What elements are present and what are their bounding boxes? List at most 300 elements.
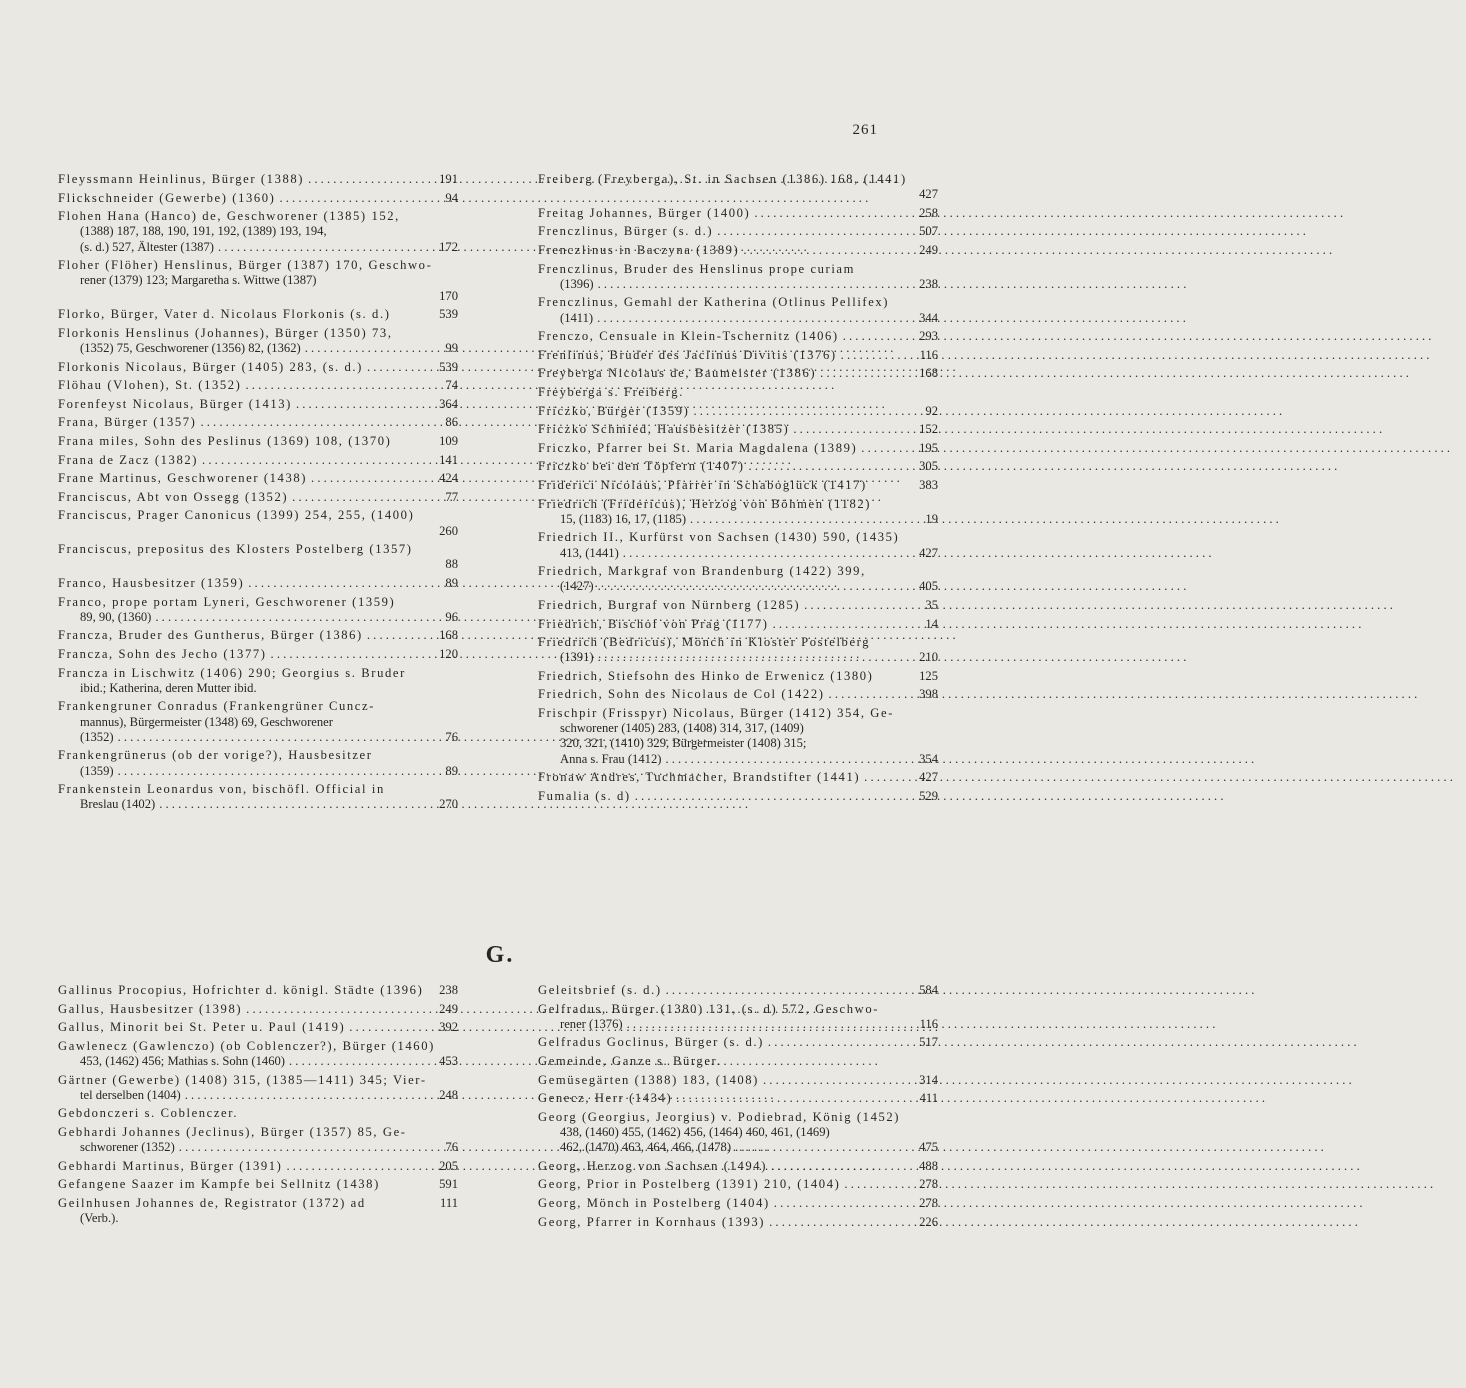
index-entry-line xyxy=(58,490,458,505)
index-entry-line xyxy=(538,789,938,804)
entry-text: Frenlinus, Bruder des Jaclinus Divitis (1376) xyxy=(538,347,837,362)
entry-text: Frankengruner Conradus (Frankengrüner Cuncz- xyxy=(58,699,375,714)
page-reference: 116 xyxy=(919,347,938,362)
index-entry xyxy=(58,434,458,449)
index-entry-line xyxy=(58,191,458,206)
index-entry-line xyxy=(538,459,938,474)
index-entry-line xyxy=(538,1140,938,1155)
index-entry-line xyxy=(58,1054,458,1069)
index-entry-line xyxy=(58,397,458,412)
dot-leader xyxy=(155,797,437,812)
entry-text: Flickschneider (Gewerbe) (1360) xyxy=(58,190,276,205)
entry-text: mannus), Bürgermeister (1348) 69, Geschworener xyxy=(80,714,333,729)
dot-leader xyxy=(689,404,923,419)
index-entry xyxy=(58,360,458,375)
entry-text: Freyberga s. Freiberg. xyxy=(538,384,684,399)
index-entry-line xyxy=(58,378,458,393)
dot-leader xyxy=(672,1091,917,1106)
index-entry-line xyxy=(58,730,458,745)
index-entry-line xyxy=(58,699,458,714)
page-reference: 424 xyxy=(439,471,458,486)
entry-text: (1352) xyxy=(80,729,114,744)
dot-leader xyxy=(623,1017,918,1032)
index-entry xyxy=(538,459,938,474)
entry-text: Florkonis Henslinus (Johannes), Bürger (1350) 73, xyxy=(58,325,393,340)
entry-text: ibid.; Katherina, deren Mutter ibid. xyxy=(80,680,257,695)
entry-text: Frischpir (Frisspyr) Nicolaus, Bürger (1412) 354, Ge- xyxy=(538,706,894,721)
page-reference: 278 xyxy=(919,1177,938,1192)
index-entry-line xyxy=(58,595,458,610)
index-entry-line xyxy=(538,295,938,310)
page-reference: 14 xyxy=(925,616,938,631)
index-entry xyxy=(58,983,458,998)
index-entry-line xyxy=(58,983,458,998)
entry-text: rener (1379) 123; Margaretha s. Wittwe (1387) xyxy=(80,273,317,288)
dot-leader xyxy=(860,770,917,785)
index-entry-line xyxy=(538,329,938,344)
entry-text: Georg, Pfarrer in Kornhaus (1393) xyxy=(538,1214,766,1229)
page-reference: 258 xyxy=(919,205,938,220)
entry-text: Friedrich (Fridericus), Herzog von Böhmen (1182) xyxy=(538,496,872,511)
index-entry xyxy=(58,453,458,468)
index-entry-line xyxy=(538,721,938,736)
index-entry xyxy=(58,326,458,356)
index-entry-line xyxy=(538,1035,938,1050)
index-entry xyxy=(538,497,938,527)
dot-leader xyxy=(686,512,923,527)
entry-text: Gallinus Procopius, Hofrichter d. königl. Städte (1396) xyxy=(58,983,424,997)
index-entry xyxy=(58,782,458,812)
entry-text: Franciscus, prepositus des Klosters Postelberg (1357) xyxy=(58,542,413,557)
entry-text: Gallus, Minorit bei St. Peter u. Paul (1419) xyxy=(58,1020,346,1035)
index-entry-line xyxy=(538,277,938,292)
entry-text: schworener (1405) 283, (1408) 314, 317, (1409) xyxy=(560,721,804,736)
entry-text: Frenczlinus in Baczyna (1389) xyxy=(538,242,740,257)
index-entry-line xyxy=(538,1177,938,1192)
index-entry xyxy=(58,1106,458,1121)
index-entry-line xyxy=(538,1073,938,1088)
index-entry-line xyxy=(58,782,458,797)
entry-text: Freyberga Nicolaus de, Baumeister (1386) xyxy=(538,366,817,381)
entry-text: Frenczo, Censuale in Klein-Tschernitz (1406) xyxy=(538,329,839,344)
page-reference: 411 xyxy=(919,1091,938,1106)
index-entry-line xyxy=(58,1106,458,1121)
index-entry-line xyxy=(58,557,458,572)
index-entry xyxy=(538,329,938,344)
dot-leader xyxy=(307,471,437,486)
entry-text: (Verb.). xyxy=(80,1211,119,1226)
dot-leader xyxy=(151,610,443,625)
entry-text: Georg (Georgius, Jeorgius) v. Podiebrad, König (1452) xyxy=(538,1109,901,1124)
page-reference: 210 xyxy=(919,650,938,665)
index-entry xyxy=(538,262,938,292)
dot-leader xyxy=(739,243,917,258)
page-reference: 405 xyxy=(919,579,938,594)
index-entry xyxy=(538,564,938,594)
dot-leader xyxy=(241,378,443,393)
page-reference: 96 xyxy=(445,609,458,624)
index-entry-line xyxy=(538,512,938,527)
entry-text: schworener (1352) xyxy=(80,1140,175,1155)
entry-text: Fumalia (s. d) xyxy=(538,788,631,803)
index-entry xyxy=(538,422,938,437)
page-reference: 109 xyxy=(439,433,458,448)
entry-text: Freitag Johannes, Bürger (1400) xyxy=(538,205,751,220)
page-reference: 584 xyxy=(919,983,938,997)
index-entry-line xyxy=(58,1196,458,1211)
dot-leader xyxy=(825,687,918,702)
dot-leader xyxy=(292,397,437,412)
dot-leader xyxy=(800,598,923,613)
index-entry xyxy=(58,595,458,625)
index-entry-line xyxy=(58,764,458,779)
page-reference: 125 xyxy=(919,668,938,683)
index-entry xyxy=(58,748,458,778)
page-reference: 170 xyxy=(439,288,458,303)
index-entry-line xyxy=(538,1091,938,1106)
dot-leader xyxy=(839,329,917,344)
page-reference: 152 xyxy=(919,422,938,437)
index-entry xyxy=(58,628,458,643)
entry-text: Gelfradus, Bürger (1380) 131, (s. d) 572, Geschwo- xyxy=(538,1001,880,1016)
dot-leader xyxy=(765,1215,917,1230)
dot-leader xyxy=(181,1088,437,1103)
dot-leader xyxy=(631,789,917,804)
section-letter-heading: G. xyxy=(485,942,515,968)
index-entry-line xyxy=(538,385,938,400)
page-reference: 88 xyxy=(445,557,458,572)
index-entry-line xyxy=(538,1002,938,1017)
index-entry xyxy=(58,307,458,322)
index-entry-line xyxy=(58,326,458,341)
index-entry-line xyxy=(58,258,458,273)
page-reference: 507 xyxy=(919,224,938,239)
index-column-left xyxy=(58,172,458,816)
index-entry xyxy=(538,635,938,665)
entry-text: Friedrich, Sohn des Nicolaus de Col (1422) xyxy=(538,687,825,702)
index-entry-line xyxy=(538,669,938,684)
index-entry xyxy=(538,687,938,702)
entry-text: 438, (1460) 455, (1462) 456, (1464) 460, 461, (1469) xyxy=(560,1124,830,1139)
index-entry-line xyxy=(58,273,458,288)
index-entry xyxy=(538,789,938,804)
entry-text: Geleitsbrief (s. d.) xyxy=(538,983,662,997)
entry-text: Georg, Mönch in Postelberg (1404) xyxy=(538,1195,770,1210)
dot-leader xyxy=(816,366,917,381)
index-entry xyxy=(538,1196,938,1211)
entry-text: Gefangene Saazer im Kampfe bei Sellnitz (1438) xyxy=(58,1177,380,1192)
entry-text: Francza, Sohn des Jecho (1377) xyxy=(58,646,267,661)
index-entry-line xyxy=(538,617,938,632)
dot-leader xyxy=(661,752,917,767)
entry-text: Gebhardi Johannes (Jeclinus), Bürger (1357) 85, Ge- xyxy=(58,1124,407,1139)
index-entry-line xyxy=(58,224,458,239)
dot-leader xyxy=(840,1177,917,1192)
dot-leader xyxy=(198,453,437,468)
index-entry-line xyxy=(58,471,458,486)
entry-text: Gawlenecz (Gawlenczo) (ob Coblenczer?), Bürger (1460) xyxy=(58,1038,435,1053)
index-entry-line xyxy=(58,1125,458,1140)
index-entry xyxy=(58,1159,458,1174)
index-entry xyxy=(58,1073,458,1103)
entry-text: Gemüsegärten (1388) 183, (1408) xyxy=(538,1072,759,1087)
page-reference: 249 xyxy=(919,242,938,257)
entry-text: (1427) xyxy=(560,579,594,594)
entry-text: Freiberg (Freyberga), St. in Sachsen (1386) 168, (1441) xyxy=(538,172,907,186)
index-entry-line xyxy=(538,983,938,998)
index-section-g xyxy=(58,983,938,1233)
page-reference: 293 xyxy=(919,329,938,344)
entry-text: Gebhardi Martinus, Bürger (1391) xyxy=(58,1158,283,1173)
index-entry xyxy=(538,983,938,998)
index-entry xyxy=(538,1073,938,1088)
page-reference: 77 xyxy=(445,489,458,504)
index-entry xyxy=(58,1039,458,1069)
dot-leader xyxy=(275,191,443,206)
dot-leader xyxy=(713,224,917,239)
index-entry-line xyxy=(538,706,938,721)
dot-leader xyxy=(764,1035,917,1050)
dot-leader xyxy=(594,277,918,292)
dot-leader xyxy=(114,730,444,745)
index-entry xyxy=(538,706,938,767)
index-entry-line xyxy=(538,687,938,702)
entry-text: (1411) xyxy=(560,310,594,325)
index-section-f xyxy=(58,172,938,816)
index-entry xyxy=(58,508,458,538)
index-entry xyxy=(58,209,458,255)
index-entry-line xyxy=(58,415,458,430)
dot-leader xyxy=(857,441,917,456)
page-reference: 383 xyxy=(919,477,938,492)
index-entry-line xyxy=(538,366,938,381)
index-entry-line xyxy=(538,311,938,326)
index-entry-line xyxy=(538,650,938,665)
index-entry-line xyxy=(538,530,938,545)
index-entry-line xyxy=(538,1159,938,1174)
index-entry xyxy=(58,378,458,393)
entry-text: (1388) 187, 188, 190, 191, 192, (1389) 193, 194, xyxy=(80,224,327,239)
index-entry-line xyxy=(58,1140,458,1155)
dot-leader xyxy=(285,1054,437,1069)
index-entry xyxy=(58,699,458,745)
entry-text: Gebdonczeri s. Coblenczer. xyxy=(58,1106,239,1121)
index-entry-line xyxy=(58,307,458,322)
page-reference: 168 xyxy=(919,366,938,381)
index-column-right xyxy=(538,172,938,816)
entry-text: (1396) xyxy=(560,276,594,291)
index-entry-line xyxy=(538,441,938,456)
index-entry xyxy=(538,1054,938,1069)
index-entry-line xyxy=(58,576,458,591)
entry-text: Fleyssmann Heinlinus, Bürger (1388) xyxy=(58,172,305,186)
dot-leader xyxy=(304,172,437,187)
index-entry-line xyxy=(58,1039,458,1054)
page-reference: 314 xyxy=(919,1072,938,1087)
dot-leader xyxy=(745,459,918,474)
index-entry xyxy=(538,243,938,258)
index-entry xyxy=(58,1125,458,1155)
dot-leader xyxy=(114,764,444,779)
page-reference: 94 xyxy=(445,190,458,205)
entry-text: Friedrich (Bedricus), Mönch in Kloster Postelberg xyxy=(538,635,871,650)
index-entry xyxy=(58,576,458,591)
entry-text: Franciscus, Abt von Ossegg (1352) xyxy=(58,489,289,504)
entry-text: Friedrich, Burgraf von Nürnberg (1285) xyxy=(538,597,801,612)
index-entry xyxy=(58,1196,458,1226)
index-entry-line xyxy=(538,348,938,363)
entry-text: Floher (Flöher) Henslinus, Bürger (1387) 170, Geschwo- xyxy=(58,258,433,273)
page-reference: 89 xyxy=(445,763,458,778)
entry-text: Genecz, Herr (1434) xyxy=(538,1091,673,1106)
index-entry xyxy=(58,666,458,696)
entry-text: Friderici Nicolaus, Pfarrer in Schaboglück (1417) xyxy=(538,477,867,492)
index-entry xyxy=(538,669,938,684)
dot-leader xyxy=(363,360,437,375)
entry-text: Franco, Hausbesitzer (1359) xyxy=(58,575,245,590)
index-entry xyxy=(58,172,458,187)
page-reference: 141 xyxy=(439,452,458,467)
dot-leader xyxy=(175,1140,444,1155)
entry-text: 453, (1462) 456; Mathias s. Sohn (1460) xyxy=(80,1053,285,1068)
index-entry-line xyxy=(58,1211,458,1226)
dot-leader xyxy=(244,576,443,591)
entry-text: 89, 90, (1360) xyxy=(80,609,152,624)
page-reference: 111 xyxy=(440,1195,458,1210)
page-reference: 74 xyxy=(445,378,458,393)
entry-text: Francza in Lischwitz (1406) 290; Georgius s. Bruder xyxy=(58,665,406,680)
page-reference: 398 xyxy=(919,687,938,702)
index-entry xyxy=(58,1020,458,1035)
page-reference: 517 xyxy=(919,1035,938,1050)
index-entry-line xyxy=(58,647,458,662)
entry-text: Florko, Bürger, Vater d. Nicolaus Florkonis (s. d.) xyxy=(58,307,391,322)
entry-text: Anna s. Frau (1412) xyxy=(560,751,662,766)
entry-text: 413, (1441) xyxy=(560,545,619,560)
entry-text: Frankenstein Leonardus von, bischöfl. Official in xyxy=(58,782,385,797)
index-entry-line xyxy=(58,172,458,187)
index-entry-line xyxy=(58,1002,458,1017)
dot-leader xyxy=(619,546,917,561)
index-entry-line xyxy=(58,628,458,643)
entry-text: Friedrich, Markgraf von Brandenburg (1422) 399, xyxy=(538,564,866,579)
index-entry-line xyxy=(538,1054,938,1069)
entry-text: Friczko, Bürger (1359) xyxy=(538,403,690,418)
index-entry-line xyxy=(58,748,458,763)
index-entry-line xyxy=(538,546,938,561)
dot-leader xyxy=(767,1159,917,1174)
dot-leader xyxy=(267,647,438,662)
index-entry xyxy=(58,647,458,662)
page-reference: 591 xyxy=(439,1177,458,1192)
index-entry xyxy=(538,1215,938,1230)
index-entry xyxy=(538,295,938,325)
index-entry xyxy=(538,478,938,493)
index-entry-line xyxy=(538,736,938,751)
dot-leader xyxy=(731,1140,917,1155)
page-reference: 76 xyxy=(445,729,458,744)
entry-text: Flohen Hana (Hanco) de, Geschworener (1385) 152, xyxy=(58,209,400,224)
entry-text: Gemeinde, Ganze s. Bürger. xyxy=(538,1053,722,1068)
index-entry xyxy=(538,206,938,221)
index-entry xyxy=(538,441,938,456)
index-entry-line xyxy=(58,209,458,224)
entry-text: Franciscus, Prager Canonicus (1399) 254, 255, (1400) xyxy=(58,508,415,523)
entry-text: Friczko, Pfarrer bei St. Maria Magdalena (1389) xyxy=(538,440,858,455)
entry-text: Friczko Schmied, Hausbesitzer (1385) xyxy=(538,422,790,437)
dot-leader xyxy=(282,1159,437,1174)
page-reference: 35 xyxy=(925,597,938,612)
index-entry-line xyxy=(538,478,938,493)
page-reference: 305 xyxy=(919,459,938,474)
entry-text: 320, 321, (1410) 329, Bürgermeister (1408) 315; xyxy=(560,736,807,751)
dot-leader xyxy=(288,490,443,505)
entry-text: (1352) 75, Geschworener (1356) 82, (1362) xyxy=(80,340,301,355)
page-reference: 168 xyxy=(439,628,458,643)
dot-leader xyxy=(750,206,917,221)
page-reference: 354 xyxy=(919,751,938,766)
index-entry-line xyxy=(58,542,458,557)
entry-text: Frankengrünerus (ob der vorige?), Hausbesitzer xyxy=(58,748,373,763)
index-column-left xyxy=(58,983,458,1233)
page-reference: 120 xyxy=(439,646,458,661)
index-entry-line xyxy=(538,579,938,594)
entry-text: Frana de Zacz (1382) xyxy=(58,452,199,467)
dot-leader xyxy=(662,983,917,998)
index-entry-line xyxy=(538,1125,938,1140)
entry-text: tel derselben (1404) xyxy=(80,1087,181,1102)
index-entry-line xyxy=(58,1159,458,1174)
page-reference: 238 xyxy=(919,276,938,291)
entry-text: 15, (1183) 16, 17, (1185) xyxy=(560,511,687,526)
index-entry-line xyxy=(58,1088,458,1103)
dot-leader xyxy=(593,311,917,326)
entry-text: Francza, Bruder des Guntherus, Bürger (1386) xyxy=(58,628,363,643)
page-reference: 89 xyxy=(445,575,458,590)
index-entry xyxy=(538,1035,938,1050)
index-entry xyxy=(538,1177,938,1192)
index-entry xyxy=(58,490,458,505)
index-entry xyxy=(538,530,938,560)
page-reference: 427 xyxy=(919,770,938,785)
index-entry xyxy=(58,471,458,486)
entry-text: Frenczlinus, Bruder des Henslinus prope curiam xyxy=(538,261,856,276)
index-entry xyxy=(538,172,938,202)
entry-text: 462, (1470) 463, 464, 466, (1478) xyxy=(560,1140,732,1155)
page-reference: 344 xyxy=(919,310,938,325)
index-entry xyxy=(538,1091,938,1106)
page-reference: 172 xyxy=(439,239,458,254)
index-entry xyxy=(538,1159,938,1174)
entry-text: Frana, Bürger (1357) xyxy=(58,415,197,430)
page-reference: 116 xyxy=(919,1016,938,1031)
index-entry xyxy=(538,1110,938,1156)
dot-leader xyxy=(837,348,918,363)
entry-text: rener (1376) xyxy=(560,1016,623,1031)
entry-text: Frenczlinus, Gemahl der Katherina (Otlinus Pellifex) xyxy=(538,295,890,310)
index-entry-line xyxy=(58,434,458,449)
page-number: 261 xyxy=(852,122,878,138)
index-entry-line xyxy=(538,770,938,785)
index-entry xyxy=(538,385,938,400)
page-reference: 364 xyxy=(439,396,458,411)
dot-leader xyxy=(594,650,918,665)
index-entry-line xyxy=(538,243,938,258)
page-reference: 86 xyxy=(445,415,458,430)
index-entry-line xyxy=(538,598,938,613)
entry-text: Breslau (1402) xyxy=(80,797,156,812)
entry-text: Geilnhusen Johannes de, Registrator (1372) ad xyxy=(58,1195,366,1210)
